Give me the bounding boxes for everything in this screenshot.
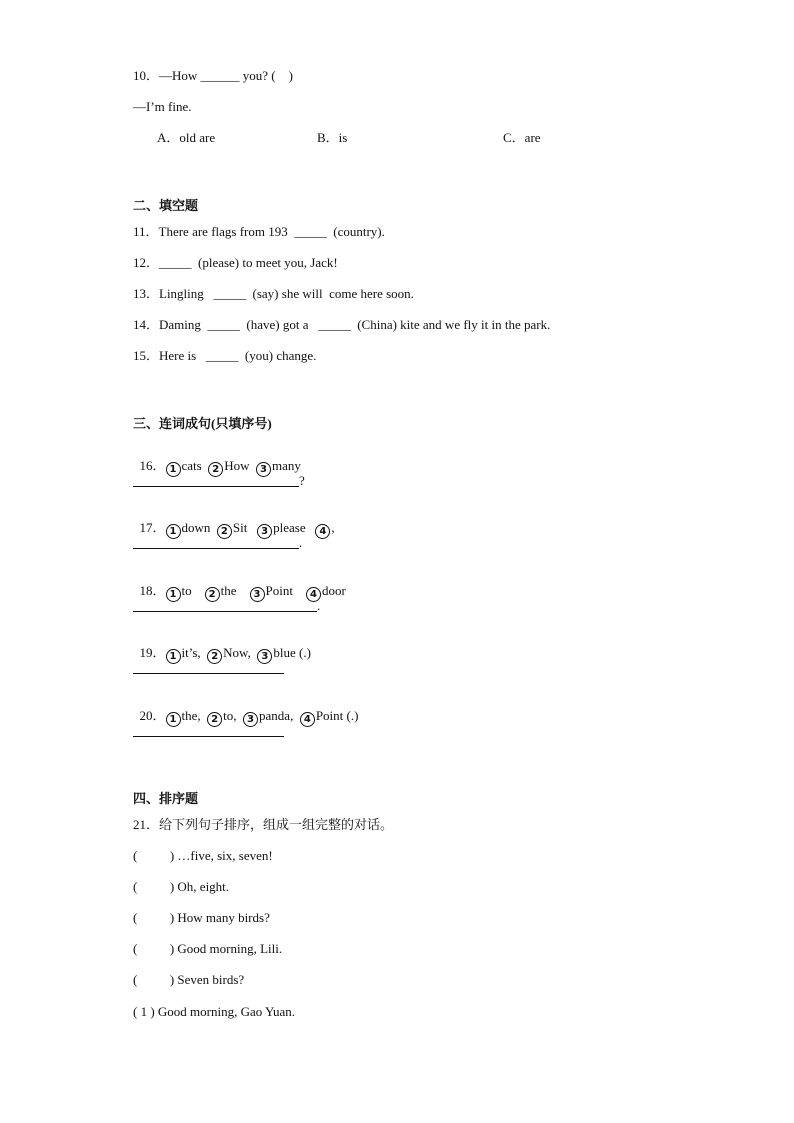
circled-number: 3 <box>256 462 271 477</box>
circled-number: 2 <box>205 587 220 602</box>
circled-number: 2 <box>217 524 232 539</box>
answer-blank[interactable] <box>133 600 317 612</box>
q21: 21．给下列句子排序，组成一组完整的对话。 <box>133 817 394 832</box>
q13: 13．Lingling _____ (say) she will come here soon. <box>133 286 414 301</box>
q17-answer[interactable]: . <box>133 535 302 551</box>
circled-number: 3 <box>257 524 272 539</box>
section-2-title: 二、填空题 <box>133 198 199 213</box>
order-line-5[interactable]: ( ) Seven birds? <box>133 972 245 987</box>
q18: 18． 1 to 2 the 3 Point 4 door <box>139 583 346 600</box>
circled-number: 2 <box>208 462 223 477</box>
circled-number: 3 <box>243 712 258 727</box>
circled-number: 3 <box>250 587 265 602</box>
circled-number: 4 <box>306 587 321 602</box>
order-line-4[interactable]: ( ) Good morning, Lili. <box>133 941 283 956</box>
answer-blank[interactable] <box>133 537 299 549</box>
q11: 11．There are flags from 193 _____ (country). <box>133 224 385 239</box>
circled-number: 1 <box>166 712 181 727</box>
q17: 17． 1 down 2 Sit 3 please 4 , <box>139 520 335 537</box>
answer-blank[interactable] <box>133 662 284 674</box>
order-line-2[interactable]: ( ) Oh, eight. <box>133 879 230 894</box>
circled-number: 4 <box>300 712 315 727</box>
circled-number: 1 <box>166 587 181 602</box>
circled-number: 2 <box>207 712 222 727</box>
q15: 15．Here is _____ (you) change. <box>133 348 317 363</box>
q10-option-b[interactable]: B．is <box>317 130 348 145</box>
q16-answer[interactable]: ? <box>133 473 305 489</box>
circled-number: 1 <box>166 649 181 664</box>
section-4-title: 四、排序题 <box>133 791 199 806</box>
q19: 19． 1 it’s, 2 Now, 3 blue (.) <box>139 645 311 662</box>
q18-answer[interactable]: . <box>133 598 320 614</box>
q20: 20． 1 the, 2 to, 3 panda, 4 Point (.) <box>139 708 359 725</box>
circled-number: 2 <box>207 649 222 664</box>
q12: 12．_____ (please) to meet you, Jack! <box>133 255 338 270</box>
q10-stem: 10．—How ______ you? ( ) <box>133 68 293 83</box>
q10-option-c[interactable]: C．are <box>503 130 541 145</box>
q19-answer[interactable] <box>133 660 284 676</box>
answer-blank[interactable] <box>133 475 299 487</box>
circled-number: 4 <box>315 524 330 539</box>
order-line-1[interactable]: ( ) …five, six, seven! <box>133 848 273 863</box>
circled-number: 1 <box>166 462 181 477</box>
q14: 14．Daming _____ (have) got a _____ (China) kite and we fly it in the park. <box>133 317 551 332</box>
q16: 16． 1 cats 2 How 3 many <box>139 458 301 475</box>
q10-answer-line: —I’m fine. <box>133 99 192 114</box>
q10-option-a[interactable]: A．old are <box>157 130 216 145</box>
order-line-6: ( 1 ) Good morning, Gao Yuan. <box>133 1004 295 1019</box>
q20-answer[interactable] <box>133 723 284 739</box>
order-line-3[interactable]: ( ) How many birds? <box>133 910 270 925</box>
answer-blank[interactable] <box>133 725 284 737</box>
circled-number: 1 <box>166 524 181 539</box>
section-3-title: 三、连词成句(只填序号) <box>133 416 272 431</box>
circled-number: 3 <box>257 649 272 664</box>
